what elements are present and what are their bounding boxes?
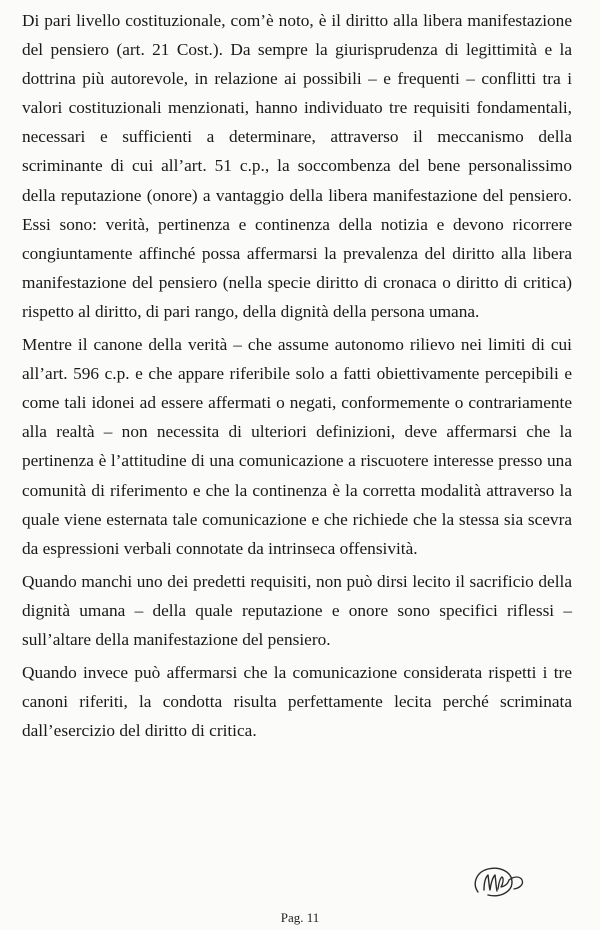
paragraph-3: Quando manchi uno dei predetti requisiti, non può dirsi lecito il sacrificio della dignità umana – della quale reputazione e onore sono specifici riflessi – sull’altare della manifestazione del pensiero. (22, 571, 572, 649)
page-number: Pag. 11 (280, 910, 320, 925)
handwritten-signature-icon (462, 862, 536, 904)
paragraph-4: Quando invece può affermarsi che la comunicazione considerata rispetti i tre canoni riferiti, la condotta risulta perfettamente lecita perché scriminata dall’esercizio del diritto di critica. (22, 663, 572, 741)
page-footer (0, 862, 600, 925)
paragraph-2: Mentre il canone della verità – che assume autonomo rilievo nei limiti di cui all’art. 596 c.p. e che appare riferibile solo a fatti obiettivamente percepibili e come tali idonei ad essere affermati o negati, conformemente o contrariamente alla realtà – non necessita di ulteriori definizioni, deve affermarsi che la pertinenza è l’attitudine di una comunicazione a riscuotere interesse presso una comunità di riferimento e che la continenza è la corretta modalità attraverso la quale viene esternata tale comunicazione e che richiede che la stessa sia scevra da espressioni verbali connotate da intrinseca offensività. (22, 335, 572, 558)
paragraph-1: Di pari livello costituzionale, com’è noto, è il diritto alla libera manifestazione del pensiero (art. 21 Cost.). Da sempre la giurisprudenza di legittimità e la dottrina più autorevole, in relazione ai possibili – e frequenti – conflitti tra i valori costituzionali menzionati, hanno individuato tre requisiti fondamentali, necessari e sufficienti a determinare, attraverso il meccanismo della scriminante di cui all’art. 51 c.p., la soccombenza del bene personalissimo della reputazione (onore) a vantaggio della libera manifestazione del pensiero. Essi sono: verità, pertinenza e continenza della notizia e devono ricorrere congiuntamente affinché possa affermarsi la prevalenza del diritto alla libera manifestazione del pensiero (nella specie diritto di cronaca o diritto di critica) rispetto al diritto, di pari rango, della dignità della persona umana. (22, 11, 572, 321)
document-body (22, 6, 572, 749)
